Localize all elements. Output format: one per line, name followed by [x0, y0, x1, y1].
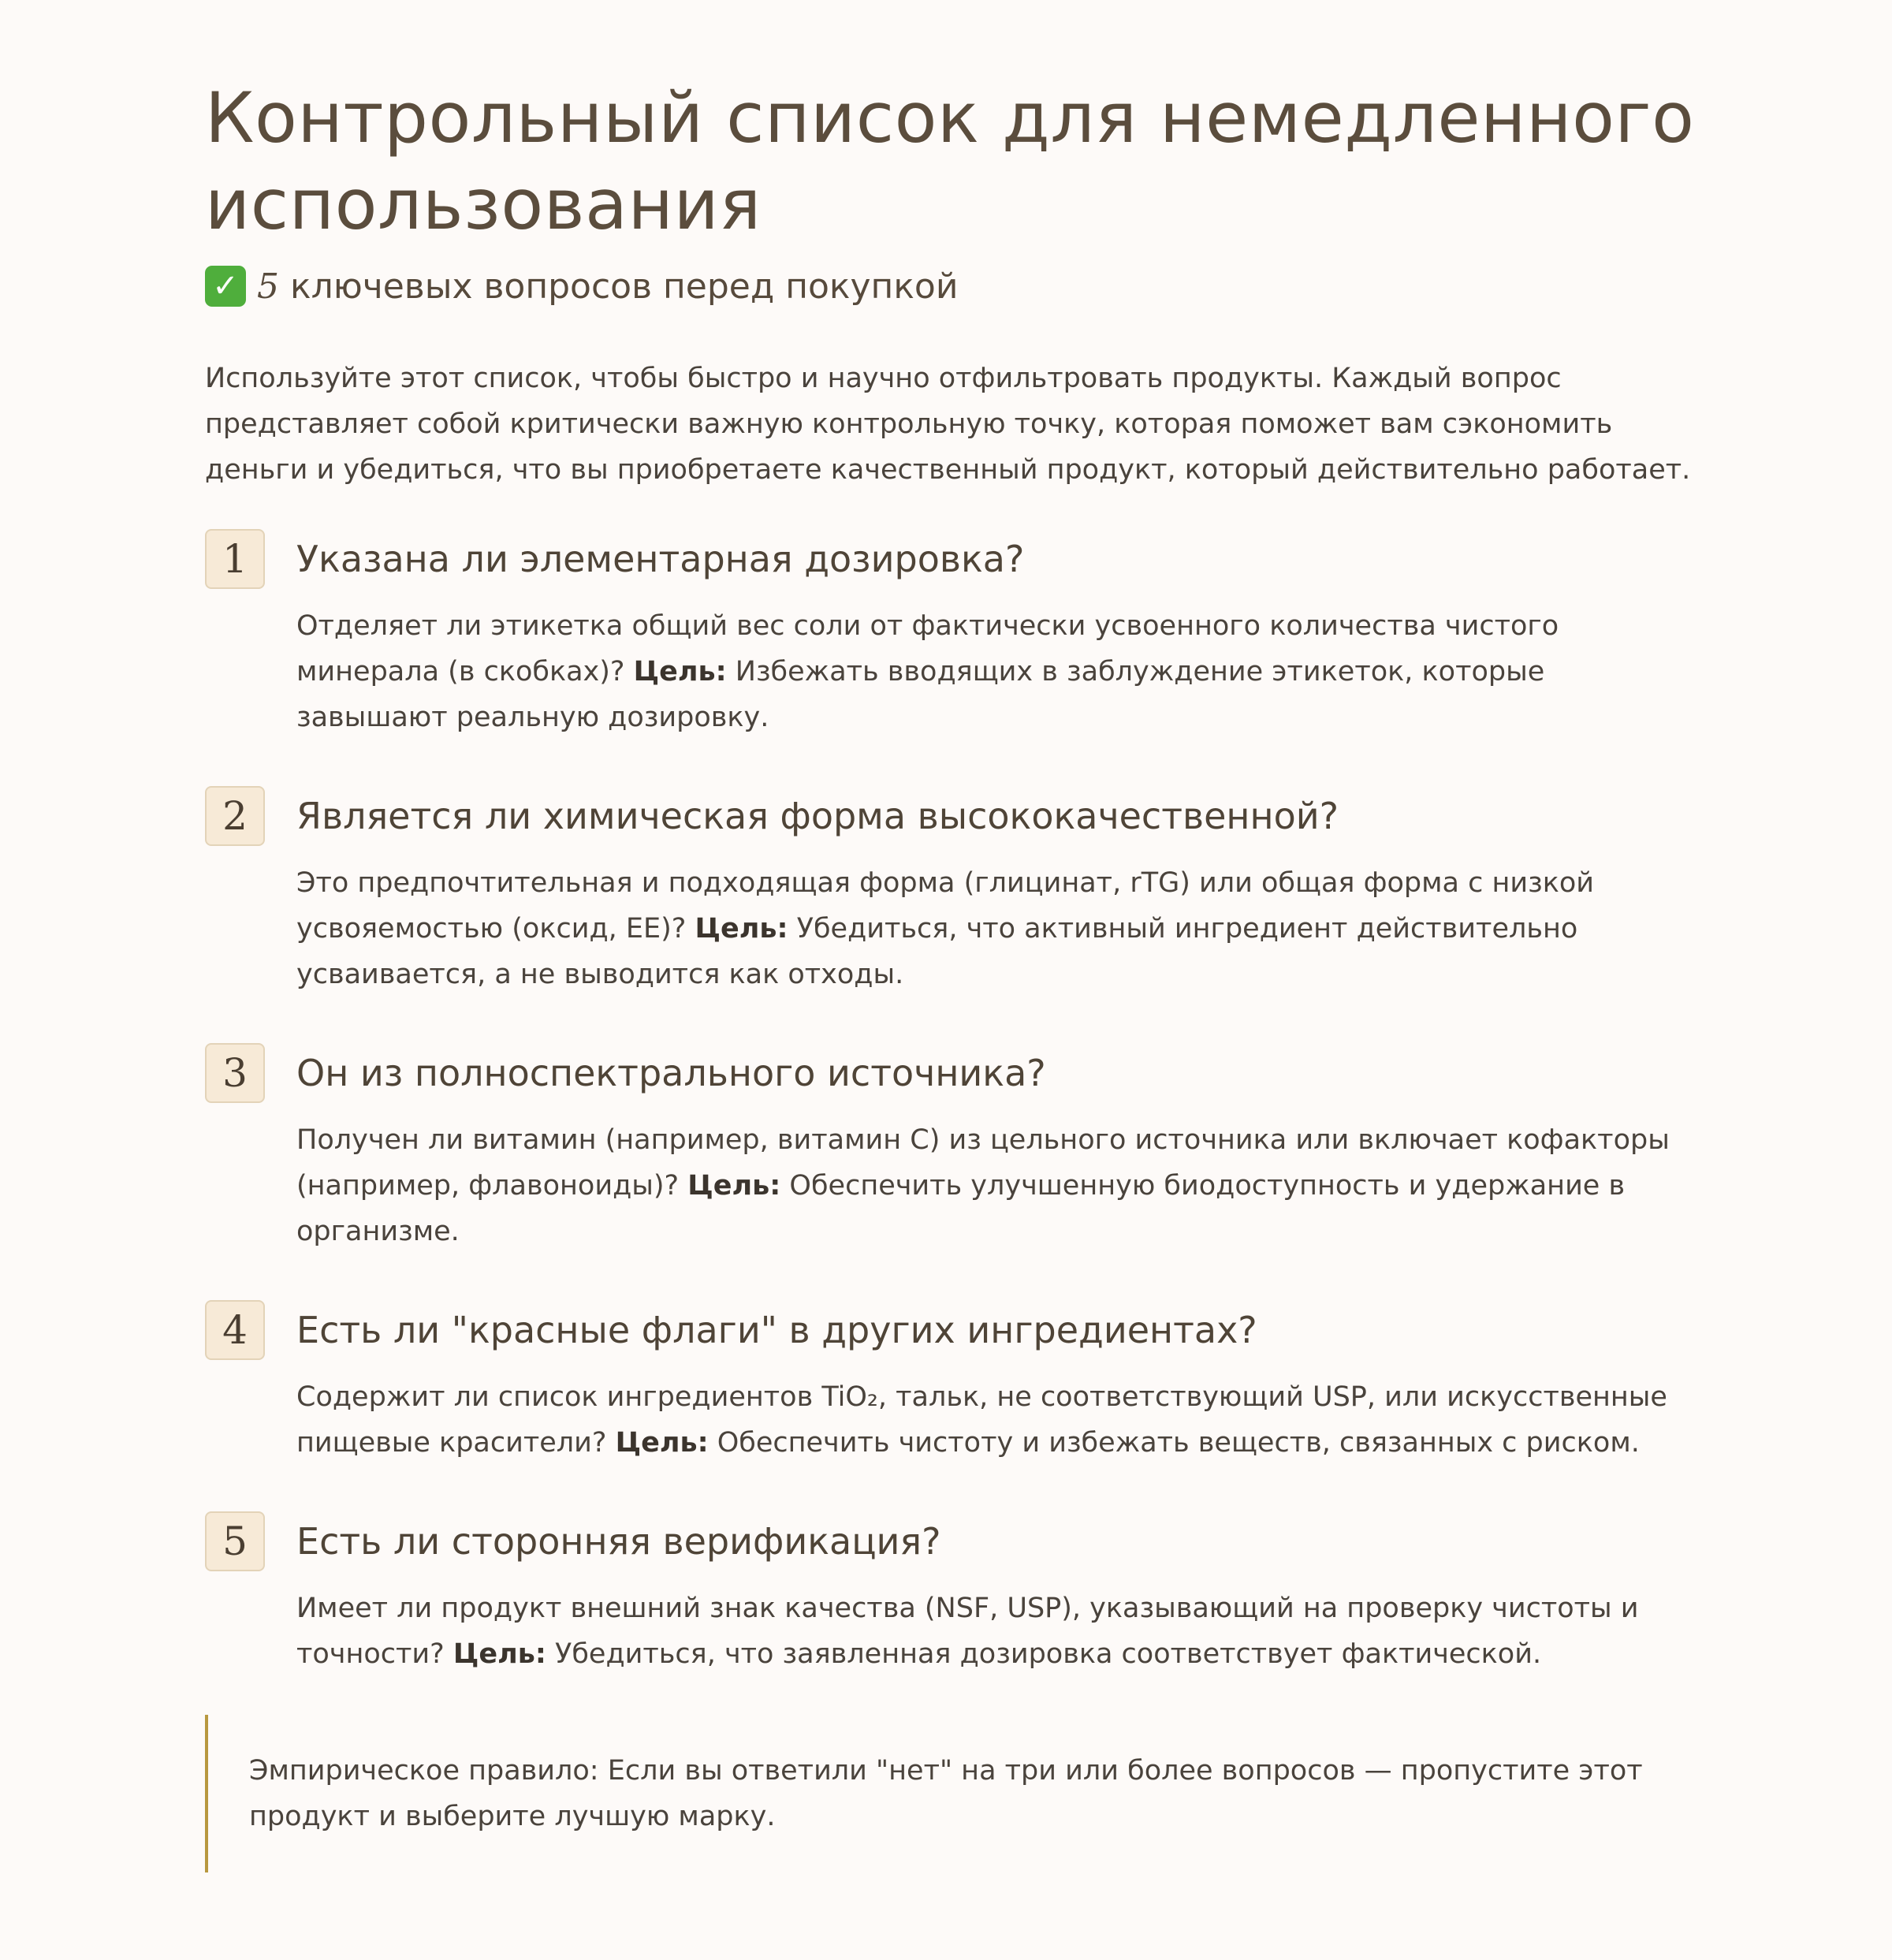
item-body: [296, 1300, 1703, 1466]
item-goal: Убедиться, что заявленная дозировка соответствует фактической.: [555, 1638, 1542, 1670]
checklist-items: [205, 529, 1703, 1677]
item-number-badge: 1: [205, 529, 265, 589]
item-body: [296, 529, 1703, 740]
item-description: [296, 1374, 1687, 1466]
item-goal: Убедиться, что активный ингредиент действительно усваивается, а не выводится как отходы.: [296, 913, 1578, 990]
item-body: [296, 1511, 1703, 1677]
item-question: Имеет ли продукт внешний знак качества (NSF, USP), указывающий на проверку чистоты и точности?: [296, 1593, 1639, 1670]
goal-label: Цель:: [687, 1170, 781, 1202]
goal-label: Цель:: [453, 1638, 546, 1670]
item-title: Является ли химическая форма высококачественной?: [296, 795, 1339, 837]
item-title: Есть ли сторонняя верификация?: [296, 1520, 941, 1563]
check-mark-button-icon: ✓: [205, 266, 246, 307]
checklist-item: [205, 1511, 1703, 1677]
item-title: Есть ли "красные флаги" в других ингредиентах?: [296, 1309, 1257, 1351]
item-number-badge: 5: [205, 1511, 265, 1571]
intro-paragraph: Используйте этот список, чтобы быстро и научно отфильтровать продукты. Каждый вопрос представляет собой критически важную контрольную точку, которая поможет вам сэкономить деньги и убедиться, что вы приобретаете качественный продукт, который действительно работает.: [205, 363, 1691, 486]
subtitle-number: 5: [257, 266, 279, 307]
item-goal: Обеспечить улучшенную биодоступность и удержание в организме.: [296, 1170, 1626, 1247]
item-description: [296, 860, 1687, 997]
item-body: [296, 786, 1703, 997]
item-title: Указана ли элементарная дозировка?: [296, 538, 1025, 580]
item-title: Он из полноспектрального источника?: [296, 1052, 1046, 1094]
item-description: [296, 1586, 1687, 1677]
subtitle-text: ключевых вопросов перед покупкой: [290, 266, 959, 307]
item-description: [296, 1117, 1687, 1254]
checklist-content: [205, 75, 1703, 1872]
item-question: Отделяет ли этикетка общий вес соли от фактически усвоенного количества чистого минерала (в скобках)?: [296, 610, 1559, 687]
item-description: [296, 603, 1687, 740]
item-question: Содержит ли список ингредиентов TiO₂, тальк, не соответствующий USP, или искусственные пищевые красители?: [296, 1381, 1667, 1459]
item-number-badge: 2: [205, 786, 265, 846]
item-goal: Избежать вводящих в заблуждение этикеток, которые завышают реальную дозировку.: [296, 656, 1545, 733]
goal-label: Цель:: [633, 656, 727, 687]
subtitle: [205, 263, 1703, 310]
item-body: [296, 1043, 1703, 1254]
page-title: Контрольный список для немедленного использования: [205, 77, 1695, 245]
item-question: Получен ли витамин (например, витамин C) из цельного источника или включает кофакторы (например, флавоноиды)?: [296, 1124, 1670, 1202]
rule-of-thumb-callout: Эмпирическое правило: Если вы ответили "нет" на три или более вопросов — пропустите этот продукт и выберите лучшую марку.: [205, 1715, 1703, 1872]
checklist-item: [205, 786, 1703, 997]
checklist-item: [205, 1043, 1703, 1254]
item-question: Это предпочтительная и подходящая форма (глицинат, rTG) или общая форма с низкой усвояемостью (оксид, EE)?: [296, 867, 1595, 945]
item-number-badge: 3: [205, 1043, 265, 1103]
checklist-item: [205, 1300, 1703, 1466]
goal-label: Цель:: [695, 913, 788, 945]
goal-label: Цель:: [615, 1427, 709, 1459]
item-goal: Обеспечить чистоту и избежать веществ, связанных с риском.: [717, 1427, 1640, 1459]
item-number-badge: 4: [205, 1300, 265, 1360]
checklist-item: [205, 529, 1703, 740]
